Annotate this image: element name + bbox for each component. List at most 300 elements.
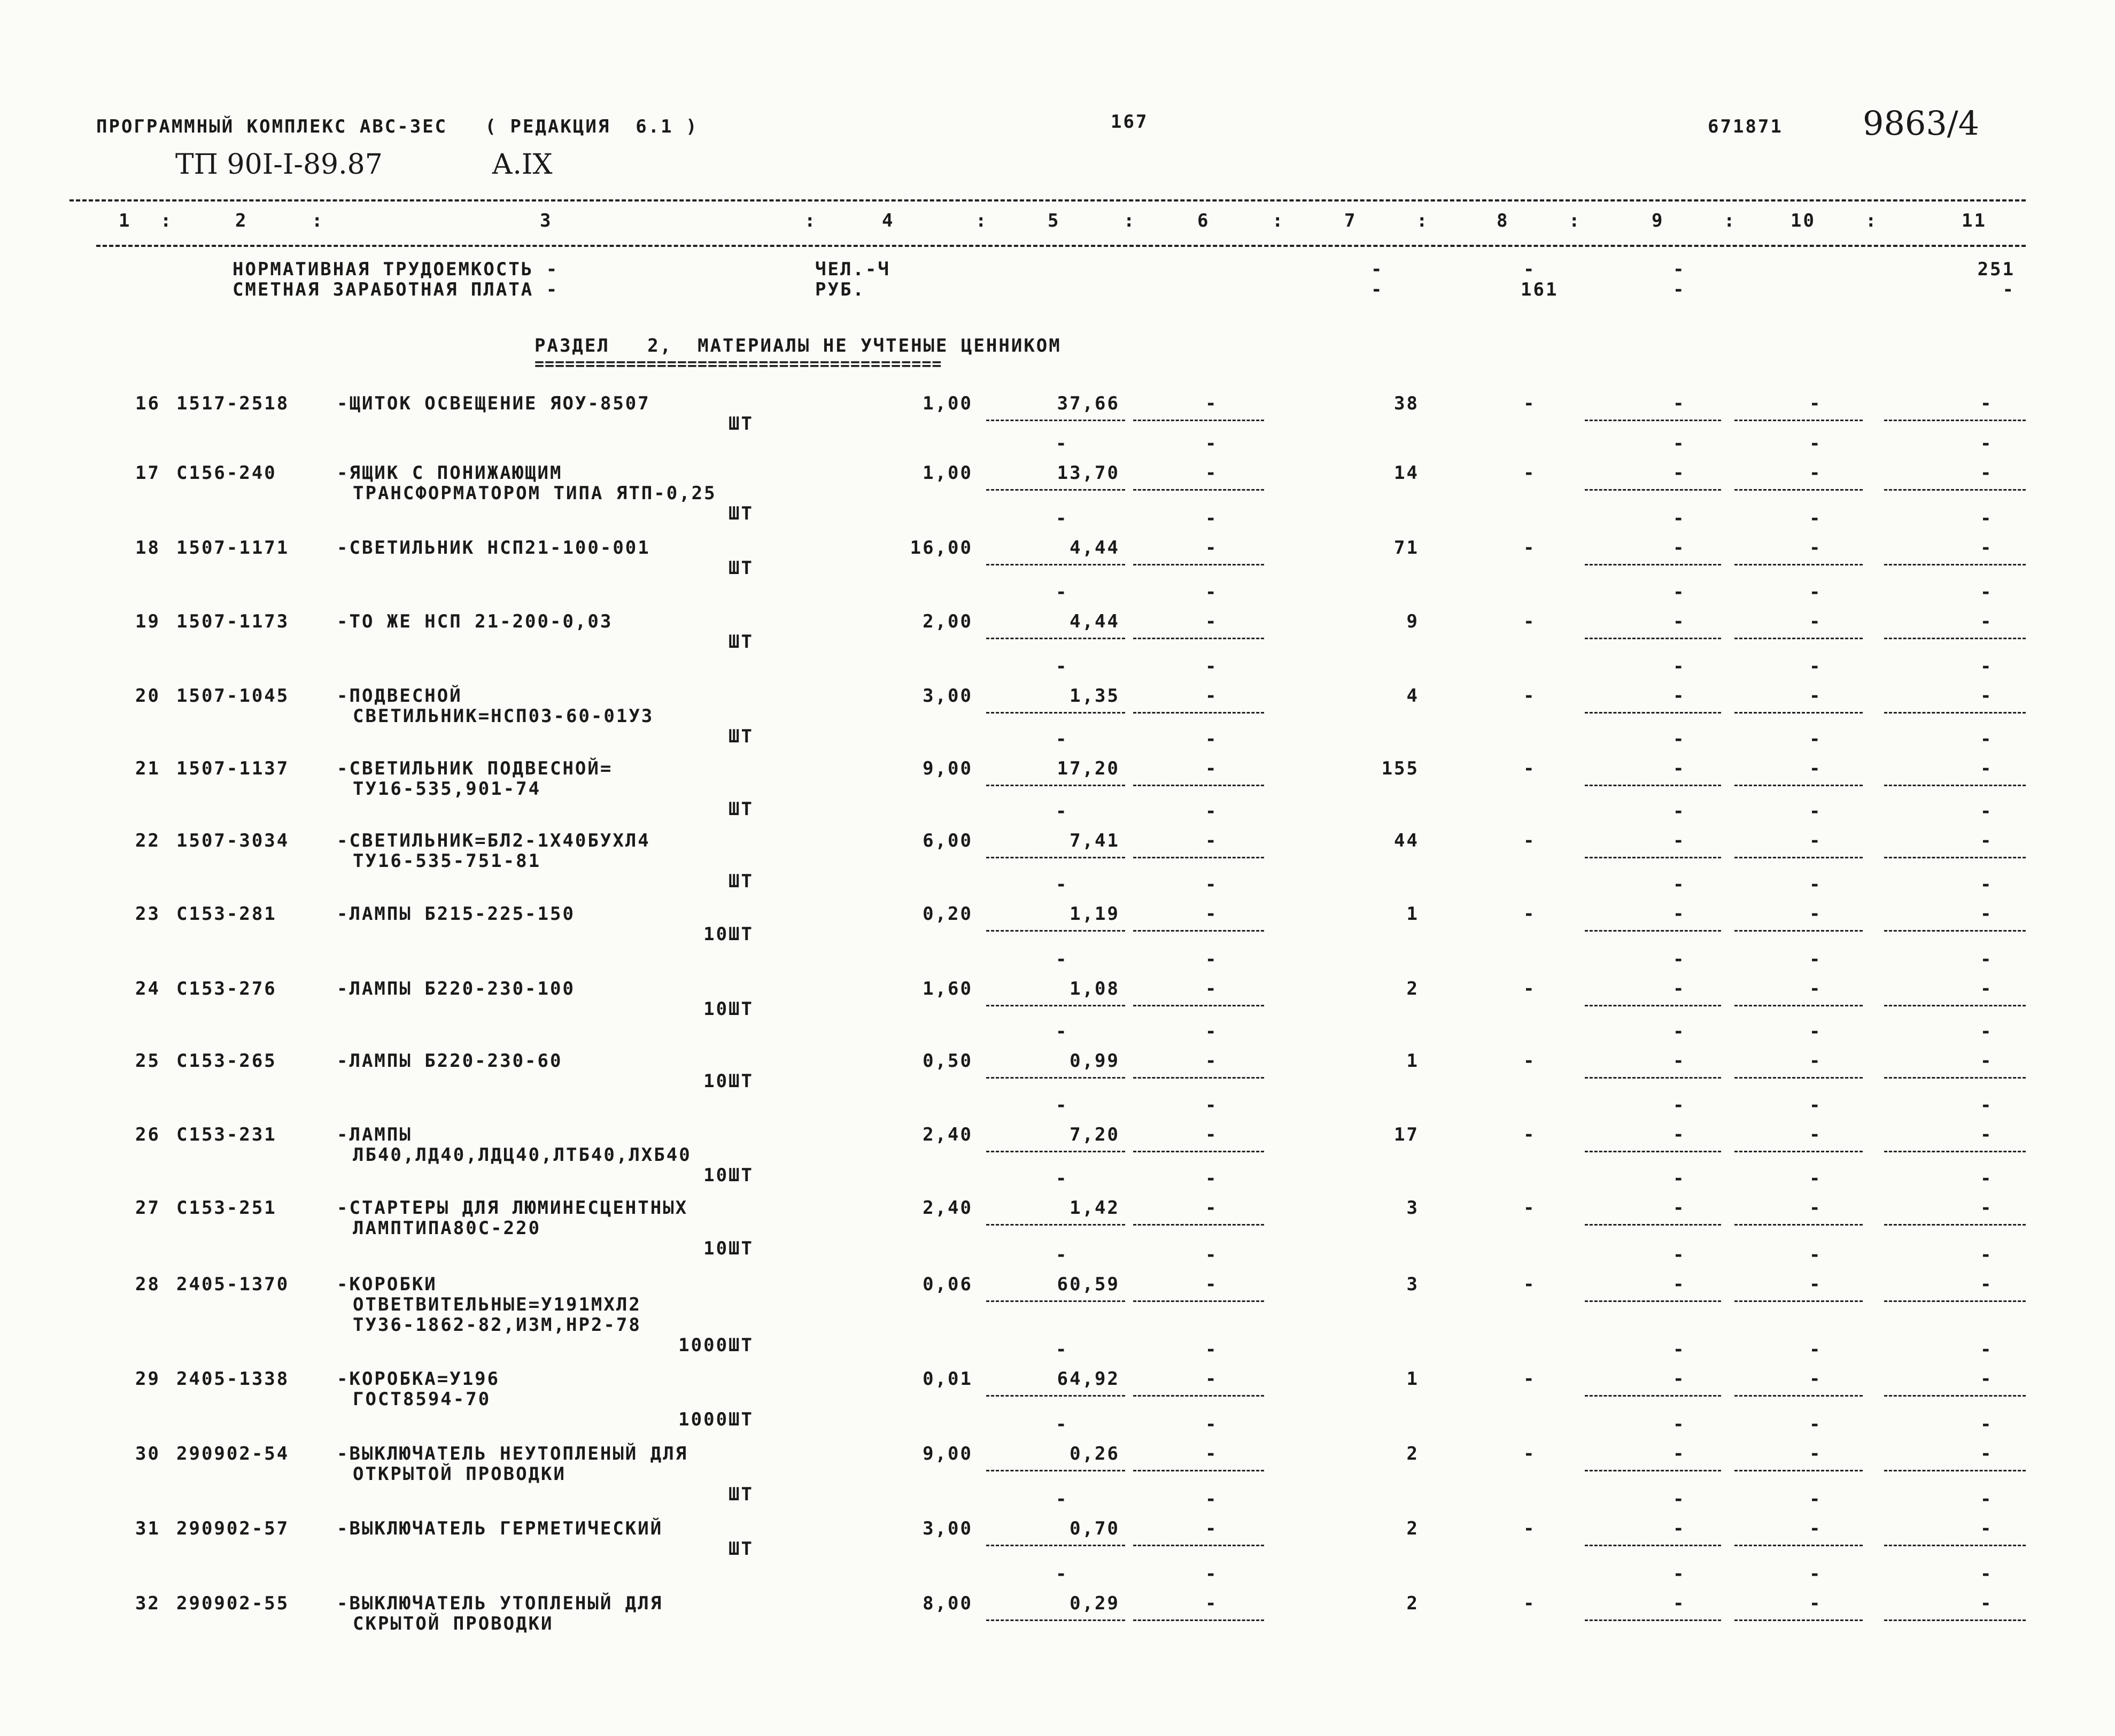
summary-unit: РУБ.	[815, 279, 865, 300]
row-col6: -	[1205, 1443, 1218, 1464]
row-description: СВЕТИЛЬНИК=НСП03-60-01У3	[353, 706, 654, 727]
row-price: 0,26	[1070, 1443, 1120, 1464]
row-underline	[1734, 1470, 1863, 1471]
row-col10: -	[1809, 1593, 1822, 1614]
table-top-rule	[69, 199, 2026, 201]
row-number: 21	[135, 758, 160, 779]
row-col9: -	[1673, 903, 1686, 925]
summary-col11: -	[2002, 279, 2015, 300]
column-header-rule	[96, 245, 2026, 247]
row-underline	[1585, 1224, 1721, 1226]
row-unit: ШТ	[729, 557, 754, 579]
row-quantity: 2,40	[923, 1124, 973, 1145]
row-dash-upper: -	[1809, 1563, 1822, 1585]
row-dash-upper: -	[1205, 582, 1218, 603]
row-dash-upper: -	[1205, 508, 1218, 529]
row-unit: ШТ	[729, 413, 754, 435]
row-col8: -	[1523, 1518, 1536, 1539]
row-col10: -	[1809, 462, 1822, 484]
row-col11: -	[1980, 685, 1993, 707]
row-price: 37,66	[1057, 393, 1120, 414]
row-col6: -	[1205, 1124, 1218, 1145]
row-description: -КОРОБКИ	[337, 1274, 437, 1295]
row-quantity: 2,40	[923, 1197, 973, 1219]
row-underline	[1734, 638, 1863, 639]
summary-col8: -	[1523, 259, 1536, 280]
column-header-7: 7	[1344, 210, 1357, 231]
row-description: ТУ16-535-751-81	[353, 850, 541, 872]
row-col11: -	[1980, 393, 1993, 414]
row-price: 7,20	[1070, 1124, 1120, 1145]
row-col7: 38	[1394, 393, 1419, 414]
row-col6: -	[1205, 978, 1218, 999]
row-dash-upper: -	[1673, 1414, 1686, 1435]
row-dash-upper: -	[1673, 1244, 1686, 1266]
row-col8: -	[1523, 393, 1536, 414]
row-underline	[1585, 564, 1721, 565]
row-underline	[1734, 1300, 1863, 1302]
row-col6: -	[1205, 685, 1218, 707]
row-underline	[1133, 930, 1264, 932]
row-price: 1,42	[1070, 1197, 1120, 1219]
row-dash-upper: -	[1980, 582, 1993, 603]
row-unit: 10ШТ	[703, 998, 754, 1020]
row-number: 18	[135, 537, 160, 559]
row-col9: -	[1673, 611, 1686, 632]
row-price: 17,20	[1057, 758, 1120, 779]
row-col11: -	[1980, 1197, 1993, 1219]
column-header-5: 5	[1048, 210, 1060, 231]
row-underline	[1133, 1470, 1264, 1471]
row-dash-upper: -	[1673, 801, 1686, 822]
row-number: 26	[135, 1124, 160, 1145]
row-dash-upper: -	[1673, 582, 1686, 603]
row-quantity: 1,60	[923, 978, 973, 999]
row-underline	[1133, 1300, 1264, 1302]
row-col6: -	[1205, 1368, 1218, 1390]
row-dash-upper: -	[1809, 1095, 1822, 1116]
row-dash-upper: -	[1056, 1244, 1068, 1266]
row-description: -ВЫКЛЮЧАТЕЛЬ УТОПЛЕНЫЙ ДЛЯ	[337, 1593, 663, 1614]
row-underline	[1585, 712, 1721, 714]
row-dash-upper: -	[1980, 433, 1993, 454]
row-underline	[1133, 1395, 1264, 1397]
row-col6: -	[1205, 1050, 1218, 1072]
row-col7: 1	[1406, 1368, 1419, 1390]
row-dash-upper: -	[1205, 949, 1218, 970]
row-dash-upper: -	[1809, 1244, 1822, 1266]
row-col11: -	[1980, 611, 1993, 632]
row-underline	[1884, 857, 2026, 858]
row-dash-upper: -	[1205, 1095, 1218, 1116]
row-number: 19	[135, 611, 160, 632]
row-code: 290902-55	[176, 1593, 290, 1614]
row-description: -ЩИТОК ОСВЕЩЕНИЕ ЯОУ-8507	[337, 393, 650, 414]
row-unit: ШТ	[729, 503, 754, 524]
row-unit: 10ШТ	[703, 1071, 754, 1092]
summary-col7: -	[1371, 279, 1384, 300]
column-separator: :	[1569, 210, 1582, 231]
row-col9: -	[1673, 685, 1686, 707]
row-dash-upper: -	[1056, 1489, 1068, 1510]
row-col6: -	[1205, 1593, 1218, 1614]
column-header-11: 11	[1962, 210, 1987, 231]
row-underline	[1734, 857, 1863, 858]
row-col6: -	[1205, 1518, 1218, 1539]
row-underline	[1884, 564, 2026, 565]
row-col9: -	[1673, 462, 1686, 484]
row-underline	[1133, 1005, 1264, 1006]
row-underline	[1585, 489, 1721, 491]
row-unit: 10ШТ	[703, 924, 754, 945]
row-col11: -	[1980, 1124, 1993, 1145]
row-underline	[1585, 1005, 1721, 1006]
row-underline	[1585, 930, 1721, 932]
row-description: -ВЫКЛЮЧАТЕЛЬ НЕУТОПЛЕНЫЙ ДЛЯ	[337, 1443, 688, 1464]
row-col8: -	[1523, 1593, 1536, 1614]
row-underline	[1585, 1151, 1721, 1152]
row-dash-upper: -	[1673, 1168, 1686, 1189]
row-dash-upper: -	[1809, 1414, 1822, 1435]
row-dash-upper: -	[1980, 1021, 1993, 1042]
row-dash-upper: -	[1809, 801, 1822, 822]
row-description: -ЛАМПЫ	[337, 1124, 412, 1145]
row-underline	[1734, 1077, 1863, 1079]
row-price: 4,44	[1070, 537, 1120, 559]
row-dash-upper: -	[1056, 949, 1068, 970]
summary-col8: 161	[1521, 279, 1559, 300]
row-col8: -	[1523, 978, 1536, 999]
row-number: 28	[135, 1274, 160, 1295]
row-code: 2405-1338	[176, 1368, 290, 1390]
row-underline	[986, 1300, 1125, 1302]
row-underline	[1585, 1077, 1721, 1079]
row-col8: -	[1523, 462, 1536, 484]
row-unit: ШТ	[729, 1484, 754, 1505]
row-col7: 155	[1381, 758, 1419, 779]
row-col11: -	[1980, 978, 1993, 999]
row-col7: 44	[1394, 830, 1419, 851]
row-dash-upper: -	[1056, 1414, 1068, 1435]
row-description: -ЛАМПЫ Б220-230-60	[337, 1050, 563, 1072]
row-dash-upper: -	[1205, 1168, 1218, 1189]
row-col8: -	[1523, 758, 1536, 779]
row-dash-upper: -	[1056, 433, 1068, 454]
row-quantity: 3,00	[923, 1518, 973, 1539]
column-header-1: 1	[119, 210, 131, 231]
row-col6: -	[1205, 758, 1218, 779]
program-title: ПРОГРАММНЫЙ КОМПЛЕКС АВС-3ЕС ( РЕДАКЦИЯ 6.1 )	[96, 116, 699, 137]
row-unit: 10ШТ	[703, 1238, 754, 1259]
row-col6: -	[1205, 1197, 1218, 1219]
row-underline	[1884, 930, 2026, 932]
row-col6: -	[1205, 537, 1218, 559]
row-quantity: 0,01	[923, 1368, 973, 1390]
row-description: ЛБ40,ЛД40,ЛДЦ40,ЛТБ40,ЛХБ40	[353, 1144, 692, 1166]
row-col7: 71	[1394, 537, 1419, 559]
row-unit: ШТ	[729, 726, 754, 747]
row-price: 7,41	[1070, 830, 1120, 851]
row-dash-upper: -	[1205, 1489, 1218, 1510]
row-col10: -	[1809, 1124, 1822, 1145]
row-col8: -	[1523, 830, 1536, 851]
row-underline	[1585, 1619, 1721, 1621]
row-col9: -	[1673, 1124, 1686, 1145]
row-price: 0,99	[1070, 1050, 1120, 1072]
column-header-9: 9	[1652, 210, 1664, 231]
row-dash-upper: -	[1980, 1168, 1993, 1189]
column-separator: :	[312, 210, 324, 231]
column-header-3: 3	[540, 210, 553, 231]
row-code: С153-281	[176, 903, 277, 925]
row-dash-upper: -	[1809, 582, 1822, 603]
row-col10: -	[1809, 1518, 1822, 1539]
column-separator: :	[975, 210, 988, 231]
row-dash-upper: -	[1056, 1339, 1068, 1360]
row-col7: 2	[1406, 1443, 1419, 1464]
row-dash-upper: -	[1980, 508, 1993, 529]
row-dash-upper: -	[1980, 874, 1993, 895]
row-unit: ШТ	[729, 871, 754, 892]
row-quantity: 9,00	[923, 1443, 973, 1464]
column-header-8: 8	[1497, 210, 1509, 231]
row-dash-upper: -	[1673, 1563, 1686, 1585]
row-description: ТУ36-1862-82,ИЗМ,НР2-78	[353, 1314, 641, 1336]
row-unit: 1000ШТ	[678, 1409, 754, 1430]
row-underline	[1734, 1395, 1863, 1397]
column-separator: :	[1724, 210, 1737, 231]
row-dash-upper: -	[1673, 1489, 1686, 1510]
row-underline	[986, 1005, 1125, 1006]
row-dash-upper: -	[1205, 1339, 1218, 1360]
row-underline	[1884, 1545, 2026, 1546]
row-quantity: 0,50	[923, 1050, 973, 1072]
row-dash-upper: -	[1673, 1339, 1686, 1360]
row-dash-upper: -	[1056, 656, 1068, 677]
row-underline	[1884, 1005, 2026, 1006]
row-description: СКРЫТОЙ ПРОВОДКИ	[353, 1613, 554, 1634]
row-underline	[1585, 420, 1721, 421]
row-underline	[1133, 638, 1264, 639]
row-underline	[1884, 1224, 2026, 1226]
row-col10: -	[1809, 1274, 1822, 1295]
row-dash-upper: -	[1809, 508, 1822, 529]
row-col9: -	[1673, 758, 1686, 779]
row-col7: 1	[1406, 1050, 1419, 1072]
row-underline	[1884, 1300, 2026, 1302]
row-dash-upper: -	[1980, 728, 1993, 750]
row-dash-upper: -	[1809, 1489, 1822, 1510]
row-price: 4,44	[1070, 611, 1120, 632]
row-col9: -	[1673, 537, 1686, 559]
row-underline	[1734, 564, 1863, 565]
summary-col7: -	[1371, 259, 1384, 280]
row-col9: -	[1673, 978, 1686, 999]
row-price: 1,19	[1070, 903, 1120, 925]
row-dash-upper: -	[1980, 1244, 1993, 1266]
row-underline	[986, 1077, 1125, 1079]
row-underline	[1585, 1470, 1721, 1471]
row-underline	[986, 1470, 1125, 1471]
row-underline	[1884, 712, 2026, 714]
row-dash-upper: -	[1205, 728, 1218, 750]
row-code: С156-240	[176, 462, 277, 484]
row-col7: 4	[1406, 685, 1419, 707]
row-description: -СВЕТИЛЬНИК НСП21-100-001	[337, 537, 650, 559]
row-col9: -	[1673, 393, 1686, 414]
row-price: 60,59	[1057, 1274, 1120, 1295]
row-underline	[986, 638, 1125, 639]
row-col6: -	[1205, 393, 1218, 414]
album-number: А.IX	[492, 149, 553, 181]
row-dash-upper: -	[1205, 874, 1218, 895]
row-dash-upper: -	[1673, 508, 1686, 529]
summary-col9: -	[1673, 279, 1686, 300]
row-dash-upper: -	[1980, 801, 1993, 822]
row-underline	[1133, 1151, 1264, 1152]
row-code: 1507-1171	[176, 537, 290, 559]
row-col9: -	[1673, 1274, 1686, 1295]
row-col11: -	[1980, 1518, 1993, 1539]
row-dash-upper: -	[1205, 1563, 1218, 1585]
row-col11: -	[1980, 1593, 1993, 1614]
row-quantity: 2,00	[923, 611, 973, 632]
row-col8: -	[1523, 1050, 1536, 1072]
column-header-6: 6	[1197, 210, 1210, 231]
row-description: ОТВЕТВИТЕЛЬНЫЕ=У191МХЛ2	[353, 1294, 641, 1315]
row-underline	[1884, 420, 2026, 421]
row-underline	[986, 712, 1125, 714]
row-dash-upper: -	[1980, 656, 1993, 677]
row-underline	[1884, 1395, 2026, 1397]
row-underline	[1585, 638, 1721, 639]
row-col11: -	[1980, 830, 1993, 851]
row-underline	[986, 1395, 1125, 1397]
column-separator: :	[1865, 210, 1878, 231]
row-description: ГОСТ8594-70	[353, 1389, 491, 1410]
row-underline	[1133, 564, 1264, 565]
row-code: С153-231	[176, 1124, 277, 1145]
column-separator: :	[804, 210, 817, 231]
row-code: 290902-57	[176, 1518, 290, 1539]
row-col8: -	[1523, 685, 1536, 707]
row-col9: -	[1673, 1050, 1686, 1072]
row-col7: 2	[1406, 1593, 1419, 1614]
row-underline	[1884, 1619, 2026, 1621]
row-underline	[1133, 712, 1264, 714]
row-underline	[986, 930, 1125, 932]
row-dash-upper: -	[1809, 656, 1822, 677]
row-col6: -	[1205, 1274, 1218, 1295]
summary-col11: 251	[1977, 259, 2015, 280]
row-number: 25	[135, 1050, 160, 1072]
row-underline	[1585, 1545, 1721, 1546]
row-col7: 2	[1406, 1518, 1419, 1539]
row-col8: -	[1523, 1443, 1536, 1464]
row-dash-upper: -	[1809, 1021, 1822, 1042]
row-col10: -	[1809, 1197, 1822, 1219]
row-underline	[986, 1224, 1125, 1226]
row-quantity: 0,20	[923, 903, 973, 925]
row-underline	[1133, 1545, 1264, 1546]
row-dash-upper: -	[1056, 1095, 1068, 1116]
row-col9: -	[1673, 1197, 1686, 1219]
row-unit: 10ШТ	[703, 1165, 754, 1186]
row-number: 31	[135, 1518, 160, 1539]
row-description: ЛАМПТИПА80С-220	[353, 1218, 541, 1239]
sheet-number: 9863/4	[1863, 104, 1980, 143]
project-number: ТП 90I-I-89.87	[175, 149, 383, 181]
row-number: 23	[135, 903, 160, 925]
row-col11: -	[1980, 537, 1993, 559]
row-dash-upper: -	[1056, 1021, 1068, 1042]
row-unit: ШТ	[729, 1538, 754, 1560]
row-dash-upper: -	[1980, 949, 1993, 970]
row-underline	[1133, 1619, 1264, 1621]
row-col9: -	[1673, 1518, 1686, 1539]
row-price: 0,29	[1070, 1593, 1120, 1614]
row-col10: -	[1809, 830, 1822, 851]
row-col7: 9	[1406, 611, 1419, 632]
row-code: С153-251	[176, 1197, 277, 1219]
row-underline	[1734, 1005, 1863, 1006]
row-underline	[1734, 930, 1863, 932]
row-dash-upper: -	[1980, 1489, 1993, 1510]
row-number: 27	[135, 1197, 160, 1219]
row-underline	[1585, 1300, 1721, 1302]
row-underline	[986, 1151, 1125, 1152]
column-separator: :	[1416, 210, 1429, 231]
row-col8: -	[1523, 1274, 1536, 1295]
row-underline	[1133, 785, 1264, 786]
row-dash-upper: -	[1980, 1414, 1993, 1435]
row-col11: -	[1980, 462, 1993, 484]
row-underline	[986, 1545, 1125, 1546]
column-separator: :	[160, 210, 173, 231]
row-dash-upper: -	[1809, 1339, 1822, 1360]
row-dash-upper: -	[1056, 508, 1068, 529]
row-quantity: 0,06	[923, 1274, 973, 1295]
row-description: ОТКРЫТОЙ ПРОВОДКИ	[353, 1463, 566, 1485]
row-dash-upper: -	[1673, 433, 1686, 454]
row-col10: -	[1809, 393, 1822, 414]
row-description: -ПОДВЕСНОЙ	[337, 685, 462, 707]
row-underline	[1884, 1151, 2026, 1152]
row-dash-upper: -	[1809, 874, 1822, 895]
summary-label: СМЕТНАЯ ЗАРАБОТНАЯ ПЛАТА -	[233, 279, 559, 300]
row-underline	[1734, 1224, 1863, 1226]
row-col11: -	[1980, 1274, 1993, 1295]
row-col6: -	[1205, 830, 1218, 851]
row-underline	[1585, 1395, 1721, 1397]
row-quantity: 9,00	[923, 758, 973, 779]
row-col8: -	[1523, 1368, 1536, 1390]
column-separator: :	[1124, 210, 1136, 231]
row-underline	[1884, 489, 2026, 491]
row-dash-upper: -	[1056, 874, 1068, 895]
row-dash-upper: -	[1056, 582, 1068, 603]
row-col10: -	[1809, 537, 1822, 559]
row-col10: -	[1809, 1050, 1822, 1072]
row-price: 64,92	[1057, 1368, 1120, 1390]
row-dash-upper: -	[1809, 433, 1822, 454]
row-dash-upper: -	[1673, 728, 1686, 750]
row-price: 13,70	[1057, 462, 1120, 484]
row-dash-upper: -	[1673, 1095, 1686, 1116]
row-col9: -	[1673, 1368, 1686, 1390]
row-description: -ЛАМПЫ Б215-225-150	[337, 903, 575, 925]
row-description: -СТАРТЕРЫ ДЛЯ ЛЮМИНЕСЦЕНТНЫХ	[337, 1197, 688, 1219]
